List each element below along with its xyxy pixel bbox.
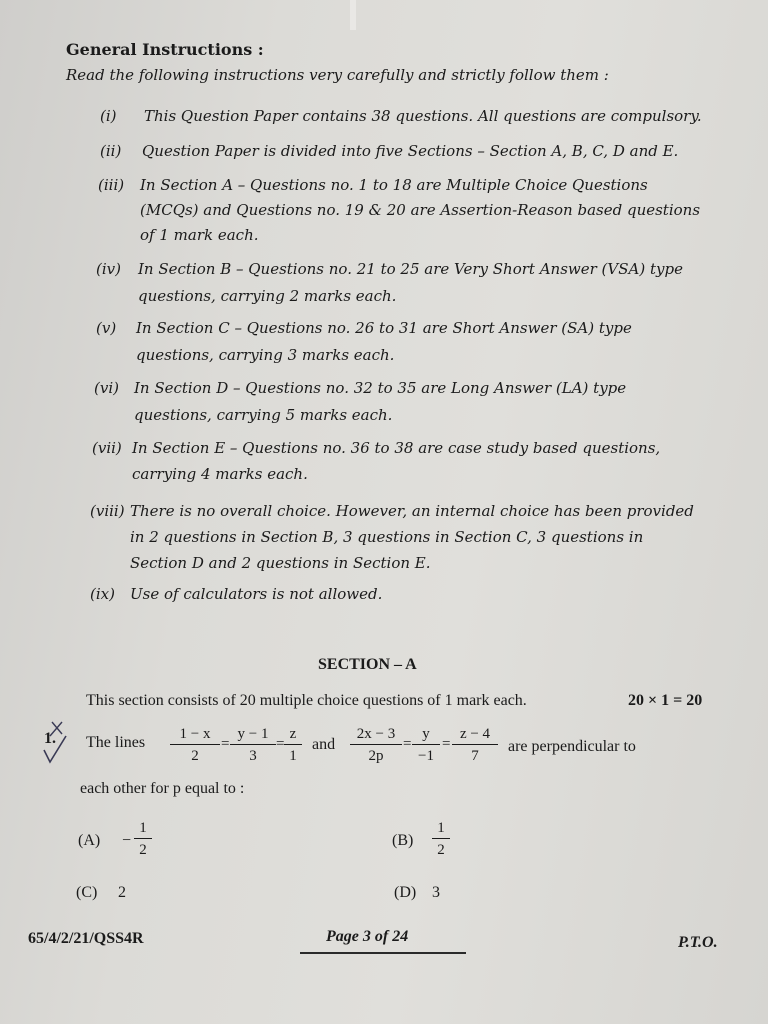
option-a-fraction: $\frac{1}{2}$ bbox=[134, 818, 152, 861]
fraction: $\frac{2x - 3}{2p}$ bbox=[350, 724, 402, 767]
instruction-line: There is no overall choice. However, an internal choice has been provided bbox=[130, 502, 694, 520]
option-b-fraction: $\frac{1}{2}$ bbox=[432, 818, 450, 861]
and-word: and bbox=[312, 736, 336, 753]
instruction-number: (vi) bbox=[94, 379, 119, 397]
fraction: $\frac{z - 4}{7}$ bbox=[452, 724, 498, 767]
instruction-line: Section D and 2 questions in Section E. bbox=[130, 554, 431, 572]
instruction-number: (v) bbox=[96, 319, 117, 337]
instruction-line: Question Paper is divided into five Sections – Section A, B, C, D and E. bbox=[142, 142, 679, 160]
instruction-line: (MCQs) and Questions no. 19 & 20 are Assertion-Reason based questions bbox=[140, 201, 701, 219]
section-description: This section consists of 20 multiple choice questions of 1 mark each. bbox=[86, 692, 527, 709]
fraction: $\frac{z}{1}$ bbox=[284, 724, 302, 767]
instruction-number: (ii) bbox=[100, 142, 122, 160]
fraction: $\frac{1 - x}{2}$ bbox=[170, 724, 220, 767]
instruction-line: questions, carrying 2 marks each. bbox=[138, 287, 397, 305]
question-tail: are perpendicular to bbox=[508, 738, 636, 755]
instruction-line: In Section D – Questions no. 32 to 35 are Long Answer (LA) type bbox=[134, 379, 627, 397]
paper-code: 65/4/2/21/QSS4R bbox=[28, 930, 144, 947]
instruction-line: In Section B – Questions no. 21 to 25 are Very Short Answer (VSA) type bbox=[138, 260, 683, 278]
section-title: SECTION – A bbox=[318, 656, 417, 673]
instruction-line: This Question Paper contains 38 questions. All questions are compulsory. bbox=[144, 107, 702, 125]
instruction-number: (iii) bbox=[98, 176, 125, 194]
instruction-line: carrying 4 marks each. bbox=[132, 465, 308, 483]
option-b-label: (B) bbox=[392, 832, 414, 849]
instruction-line: of 1 mark each. bbox=[140, 226, 259, 244]
instruction-line: questions, carrying 3 marks each. bbox=[136, 346, 395, 364]
instruction-number: (iv) bbox=[96, 260, 121, 278]
question-line-2: each other for p equal to : bbox=[80, 780, 245, 797]
instruction-line: In Section E – Questions no. 36 to 38 are case study based questions, bbox=[132, 439, 661, 457]
paper-crease bbox=[350, 0, 356, 30]
instruction-line: In Section C – Questions no. 26 to 31 are Short Answer (SA) type bbox=[136, 319, 632, 337]
fraction: $\frac{y}{-1}$ bbox=[412, 724, 440, 767]
pto-label: P.T.O. bbox=[678, 934, 718, 951]
option-d-label: (D) bbox=[394, 884, 417, 901]
fraction: $\frac{y - 1}{3}$ bbox=[230, 724, 276, 767]
instruction-line: In Section A – Questions no. 1 to 18 are Multiple Choice Questions bbox=[140, 176, 648, 194]
equals-sign: = bbox=[403, 736, 412, 752]
option-c-value: 2 bbox=[118, 884, 126, 901]
instruction-line: questions, carrying 5 marks each. bbox=[134, 406, 393, 424]
general-instructions-heading: General Instructions : bbox=[66, 40, 264, 59]
instruction-line: Use of calculators is not allowed. bbox=[130, 585, 383, 603]
page-underline bbox=[300, 952, 466, 954]
option-a-label: (A) bbox=[78, 832, 101, 849]
instruction-number: (viii) bbox=[90, 502, 125, 520]
page-number: Page 3 of 24 bbox=[326, 928, 409, 945]
section-marks: 20 × 1 = 20 bbox=[628, 692, 703, 709]
instruction-line: in 2 questions in Section B, 3 questions in Section C, 3 questions in bbox=[130, 528, 644, 546]
option-c-label: (C) bbox=[76, 884, 98, 901]
question-number: 1. bbox=[44, 730, 56, 747]
equals-sign: = bbox=[442, 736, 451, 752]
equals-sign: = bbox=[221, 736, 230, 752]
instruction-number: (i) bbox=[100, 107, 117, 125]
option-d-value: 3 bbox=[432, 884, 440, 901]
instructions-intro: Read the following instructions very carefully and strictly follow them : bbox=[66, 66, 609, 84]
instruction-number: (vii) bbox=[92, 439, 122, 457]
question-lead: The lines bbox=[86, 734, 146, 751]
equals-sign: = bbox=[276, 736, 285, 752]
instruction-number: (ix) bbox=[90, 585, 115, 603]
handwritten-tick-mark bbox=[36, 716, 76, 772]
option-a-sign: − bbox=[122, 832, 132, 849]
